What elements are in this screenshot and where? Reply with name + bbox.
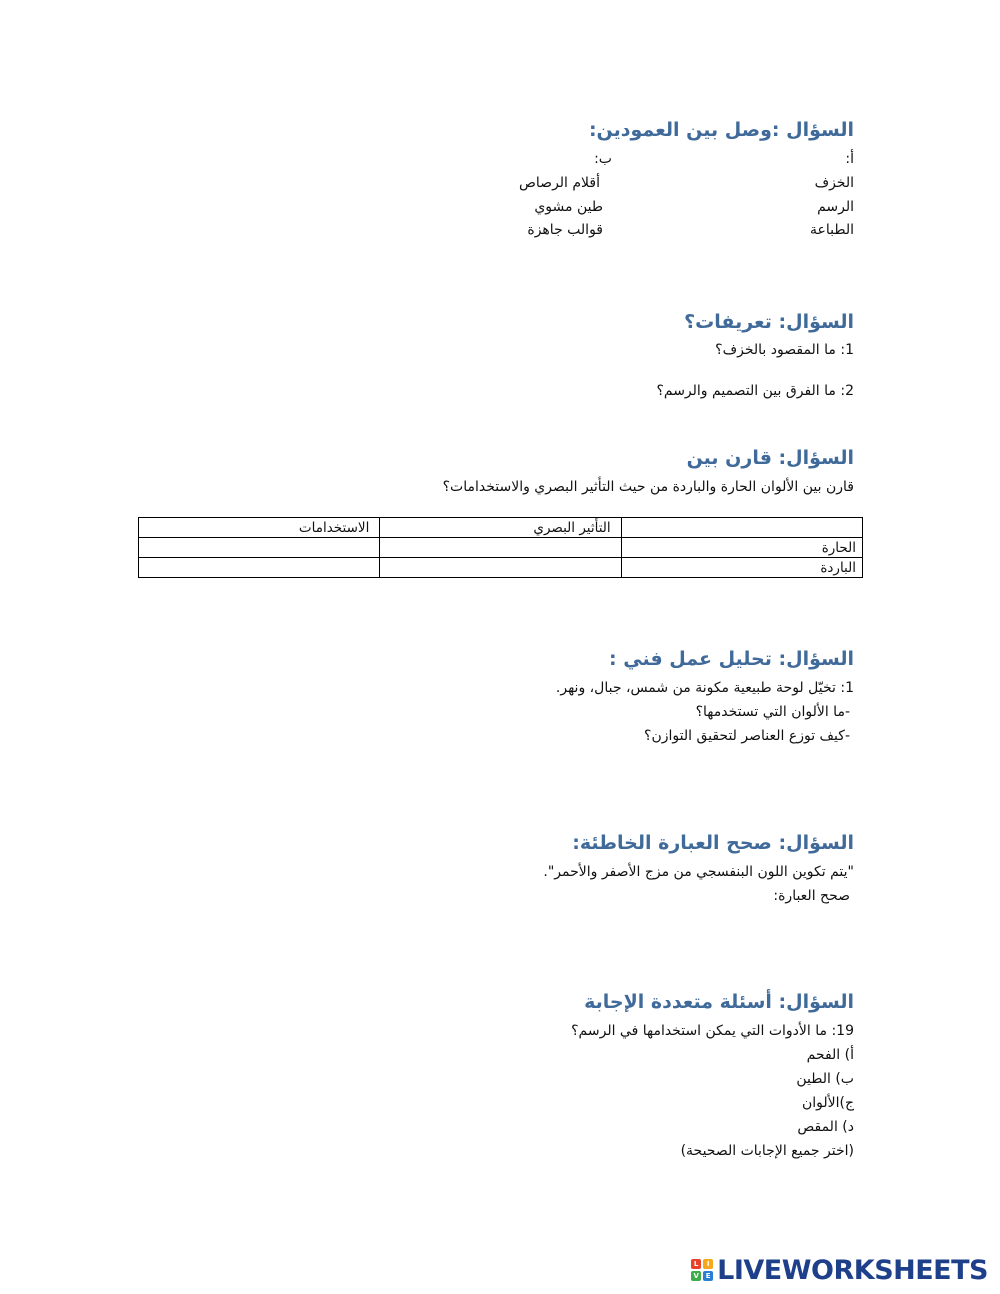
- table-cell: الباردة: [621, 558, 862, 578]
- logo-mark-letter: E: [703, 1271, 713, 1281]
- comparison-table: [138, 517, 863, 578]
- q6-heading: السؤال: أسئلة متعددة الإجابة: [584, 991, 854, 1013]
- table-header-cell: الاستخدامات: [139, 518, 380, 538]
- q2-item: 2: ما الفرق بين التصميم والرسم؟: [656, 383, 854, 399]
- table-header-cell: التأثير البصري: [380, 518, 621, 538]
- liveworksheets-logo: [691, 1254, 988, 1286]
- q3-heading: السؤال: قارن بين: [686, 447, 854, 469]
- q6-option[interactable]: ب) الطين: [796, 1071, 854, 1087]
- q6-note: (اختر جميع الإجابات الصحيحة): [680, 1143, 854, 1159]
- q5-heading: السؤال: صحح العبارة الخاطئة:: [572, 832, 854, 854]
- table-row: [139, 538, 863, 558]
- table-row: [139, 558, 863, 578]
- q5-instruction: صحح العبارة:: [773, 888, 850, 904]
- table-cell: الحارة: [621, 538, 862, 558]
- q1-col-a-item: الرسم: [817, 199, 854, 215]
- logo-mark-letter: I: [703, 1259, 713, 1269]
- q3-prompt: قارن بين الألوان الحارة والباردة من حيث التأثير البصري والاستخدامات؟: [442, 479, 854, 495]
- q1-col-a-item: الطباعة: [810, 222, 854, 238]
- q5-statement: "يتم تكوين اللون البنفسجي من مزج الأصفر والأحمر".: [543, 864, 854, 880]
- q1-col-b-item: قوالب جاهزة: [527, 222, 603, 238]
- q1-col-a-header: أ:: [845, 151, 854, 167]
- q2-item: 1: ما المقصود بالخزف؟: [715, 342, 854, 358]
- table-cell[interactable]: [139, 538, 380, 558]
- q1-col-b-item: طين مشوي: [534, 199, 603, 215]
- logo-text: LIVEWORKSHEETS: [717, 1254, 988, 1286]
- q1-col-b-header: ب:: [594, 151, 612, 167]
- q2-heading: السؤال: تعريفات؟: [684, 311, 854, 333]
- q1-heading: السؤال :وصل بين العمودين:: [588, 119, 854, 141]
- table-cell[interactable]: [380, 558, 621, 578]
- table-cell[interactable]: [380, 538, 621, 558]
- q4-item: -كيف توزع العناصر لتحقيق التوازن؟: [644, 728, 850, 744]
- logo-mark-letter: L: [691, 1259, 701, 1269]
- logo-mark-letter: V: [691, 1271, 701, 1281]
- q1-col-a-item: الخزف: [814, 175, 854, 191]
- table-cell[interactable]: [139, 558, 380, 578]
- q4-item: 1: تخيّل لوحة طبيعية مكونة من شمس، جبال، ونهر.: [555, 680, 854, 696]
- table-header-cell: [621, 518, 862, 538]
- q6-question: 19: ما الأدوات التي يمكن استخدامها في الرسم؟: [571, 1023, 854, 1039]
- logo-mark-icon: [691, 1259, 713, 1281]
- q6-option[interactable]: أ) الفحم: [806, 1047, 854, 1063]
- table-header-row: [139, 518, 863, 538]
- q4-heading: السؤال: تحليل عمل فني :: [609, 648, 854, 670]
- q6-option[interactable]: ج)الألوان: [801, 1095, 854, 1111]
- q6-option[interactable]: د) المقص: [797, 1119, 854, 1135]
- q4-item: -ما الألوان التي تستخدمها؟: [695, 704, 850, 720]
- q1-col-b-item: أقلام الرصاص: [518, 175, 600, 191]
